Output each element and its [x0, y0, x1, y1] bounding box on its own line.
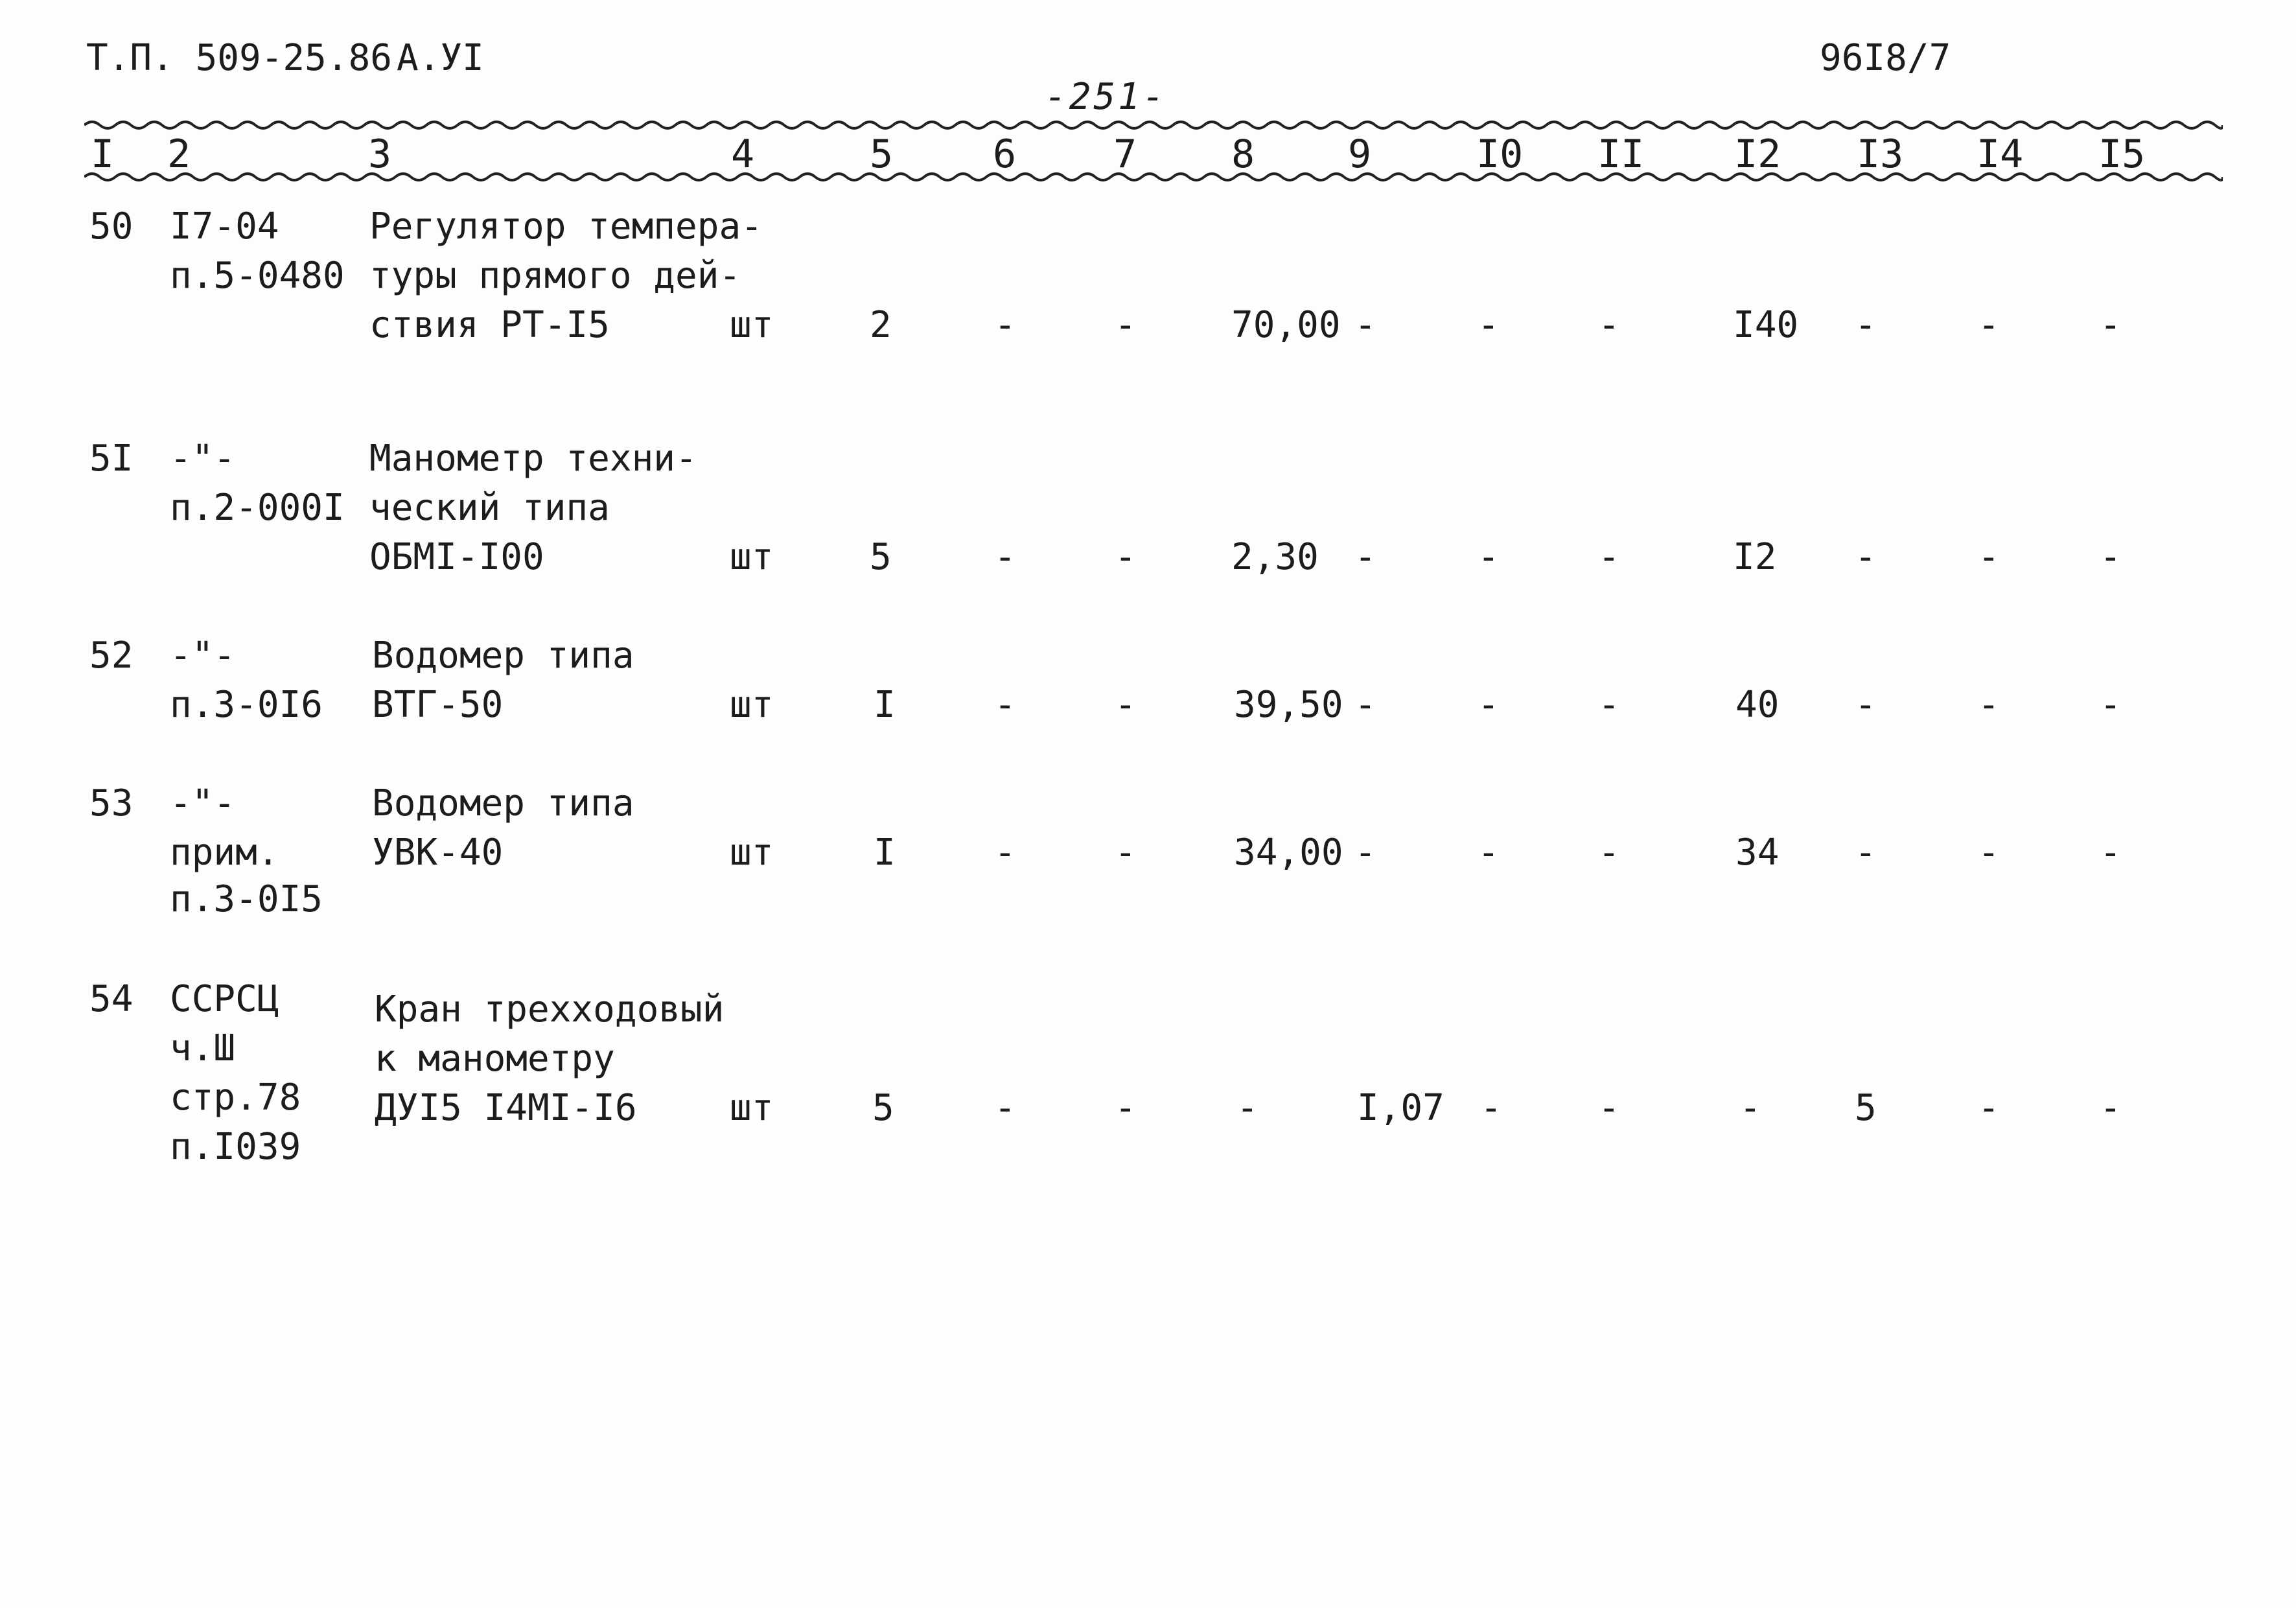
column-header-15: I5	[2098, 132, 2146, 177]
unit: шт	[730, 1087, 774, 1129]
item-name: ВТГ-50	[372, 684, 504, 726]
cell-col6: -	[994, 536, 1016, 578]
cell-col13: -	[1855, 832, 1877, 874]
cell-col11: -	[1598, 832, 1620, 874]
item-name: Водомер типа	[372, 782, 634, 824]
cell-col15: -	[2100, 304, 2122, 346]
cell-col8: -	[1236, 1087, 1258, 1129]
item-name: ОБМI-I00	[369, 536, 544, 578]
unit: шт	[730, 536, 774, 578]
price-code: -"-	[170, 635, 236, 677]
cell-col6: -	[994, 684, 1016, 726]
column-header-5: 5	[870, 132, 894, 177]
row-number: 53	[89, 782, 133, 824]
album-number: А.УI	[397, 37, 484, 79]
item-name: к манометру	[375, 1038, 615, 1080]
price-code: ССРСЦ	[170, 978, 279, 1020]
cell-col10: -	[1478, 832, 1500, 874]
item-name: ствия РТ-I5	[369, 304, 610, 346]
document-reference: Т.П. 509-25.86	[86, 37, 393, 79]
cell-col15: -	[2100, 684, 2122, 726]
quantity: 5	[872, 1087, 894, 1129]
cell-col7: -	[1115, 684, 1137, 726]
cell-col12: -	[1739, 1087, 1761, 1129]
quantity: I	[874, 832, 896, 874]
cell-col7: -	[1115, 1087, 1137, 1129]
column-header-11: II	[1597, 132, 1645, 177]
cell-col15: -	[2100, 832, 2122, 874]
cell-col7: -	[1115, 832, 1137, 874]
price-code: прим.	[170, 832, 279, 874]
page-number: -251-	[1045, 76, 1167, 118]
item-name: Манометр техни-	[369, 437, 697, 480]
cell-col13: 5	[1855, 1087, 1877, 1129]
cell-col10: -	[1478, 304, 1500, 346]
cell-col10: -	[1480, 1087, 1502, 1129]
column-header-3: 3	[368, 132, 392, 177]
cell-col11: -	[1598, 536, 1620, 578]
column-header-13: I3	[1857, 132, 1904, 177]
cell-col11: -	[1598, 1087, 1620, 1129]
cell-col13: -	[1855, 684, 1877, 726]
sheet-code: 96I8/7	[1820, 37, 1951, 79]
cell-col9: -	[1354, 536, 1376, 578]
cell-col14: -	[1978, 536, 2000, 578]
cell-col12: 40	[1735, 684, 1780, 726]
quantity: I	[874, 684, 896, 726]
cell-col10: -	[1478, 684, 1500, 726]
price-code: п.3-0I6	[170, 684, 323, 726]
cell-col8: 70,00	[1231, 304, 1341, 346]
unit: шт	[730, 304, 774, 346]
cell-col15: -	[2100, 536, 2122, 578]
unit: шт	[730, 832, 774, 874]
column-header-6: 6	[993, 132, 1017, 177]
price-code: п.2-000I	[170, 487, 345, 529]
item-name: Кран трехходовый	[375, 988, 725, 1031]
column-header-8: 8	[1231, 132, 1255, 177]
row-number: 5I	[89, 437, 133, 480]
cell-col14: -	[1978, 304, 2000, 346]
column-header-7: 7	[1113, 132, 1137, 177]
cell-col13: -	[1855, 304, 1877, 346]
column-header-4: 4	[731, 132, 755, 177]
cell-col8: 39,50	[1234, 684, 1343, 726]
cell-col6: -	[994, 304, 1016, 346]
price-code: I7-04	[170, 205, 279, 248]
cell-col6: -	[994, 832, 1016, 874]
cell-col15: -	[2100, 1087, 2122, 1129]
unit: шт	[730, 684, 774, 726]
cell-col14: -	[1978, 832, 2000, 874]
quantity: 2	[870, 304, 892, 346]
item-name: Водомер типа	[372, 635, 634, 677]
item-name: ДУI5 I4МI-I6	[375, 1087, 637, 1129]
column-header-12: I2	[1734, 132, 1781, 177]
item-name: ческий типа	[369, 487, 610, 529]
row-number: 50	[89, 205, 133, 248]
price-code: -"-	[170, 437, 236, 480]
column-header-10: I0	[1476, 132, 1524, 177]
cell-col9: -	[1354, 684, 1376, 726]
price-code: ч.Ш	[170, 1027, 236, 1069]
cell-col7: -	[1115, 304, 1137, 346]
cell-col13: -	[1855, 536, 1877, 578]
cell-col6: -	[994, 1087, 1016, 1129]
price-code: п.5-0480	[170, 255, 345, 297]
cell-col10: -	[1478, 536, 1500, 578]
item-name: Регулятор темпера-	[369, 205, 763, 248]
item-name: туры прямого дей-	[369, 255, 741, 297]
cell-col8: 2,30	[1231, 536, 1319, 578]
cell-col9: I,07	[1357, 1087, 1444, 1129]
cell-col11: -	[1598, 304, 1620, 346]
cell-col8: 34,00	[1234, 832, 1343, 874]
cell-col9: -	[1354, 832, 1376, 874]
column-header-1: I	[91, 132, 115, 177]
quantity: 5	[870, 536, 892, 578]
cell-col12: 34	[1735, 832, 1780, 874]
row-number: 52	[89, 635, 133, 677]
cell-col7: -	[1115, 536, 1137, 578]
cell-col12: I40	[1733, 304, 1799, 346]
price-code: -"-	[170, 782, 236, 824]
column-header-2: 2	[167, 132, 191, 177]
price-code: п.3-0I5	[170, 878, 323, 920]
column-header-14: I4	[1977, 132, 2024, 177]
cell-col14: -	[1978, 1087, 2000, 1129]
row-number: 54	[89, 978, 133, 1020]
price-code: стр.78	[170, 1077, 301, 1119]
item-name: УВК-40	[372, 832, 504, 874]
column-header-9: 9	[1348, 132, 1372, 177]
price-code: п.I039	[170, 1126, 301, 1168]
cell-col11: -	[1598, 684, 1620, 726]
cell-col14: -	[1978, 684, 2000, 726]
cell-col12: I2	[1733, 536, 1777, 578]
cell-col9: -	[1354, 304, 1376, 346]
